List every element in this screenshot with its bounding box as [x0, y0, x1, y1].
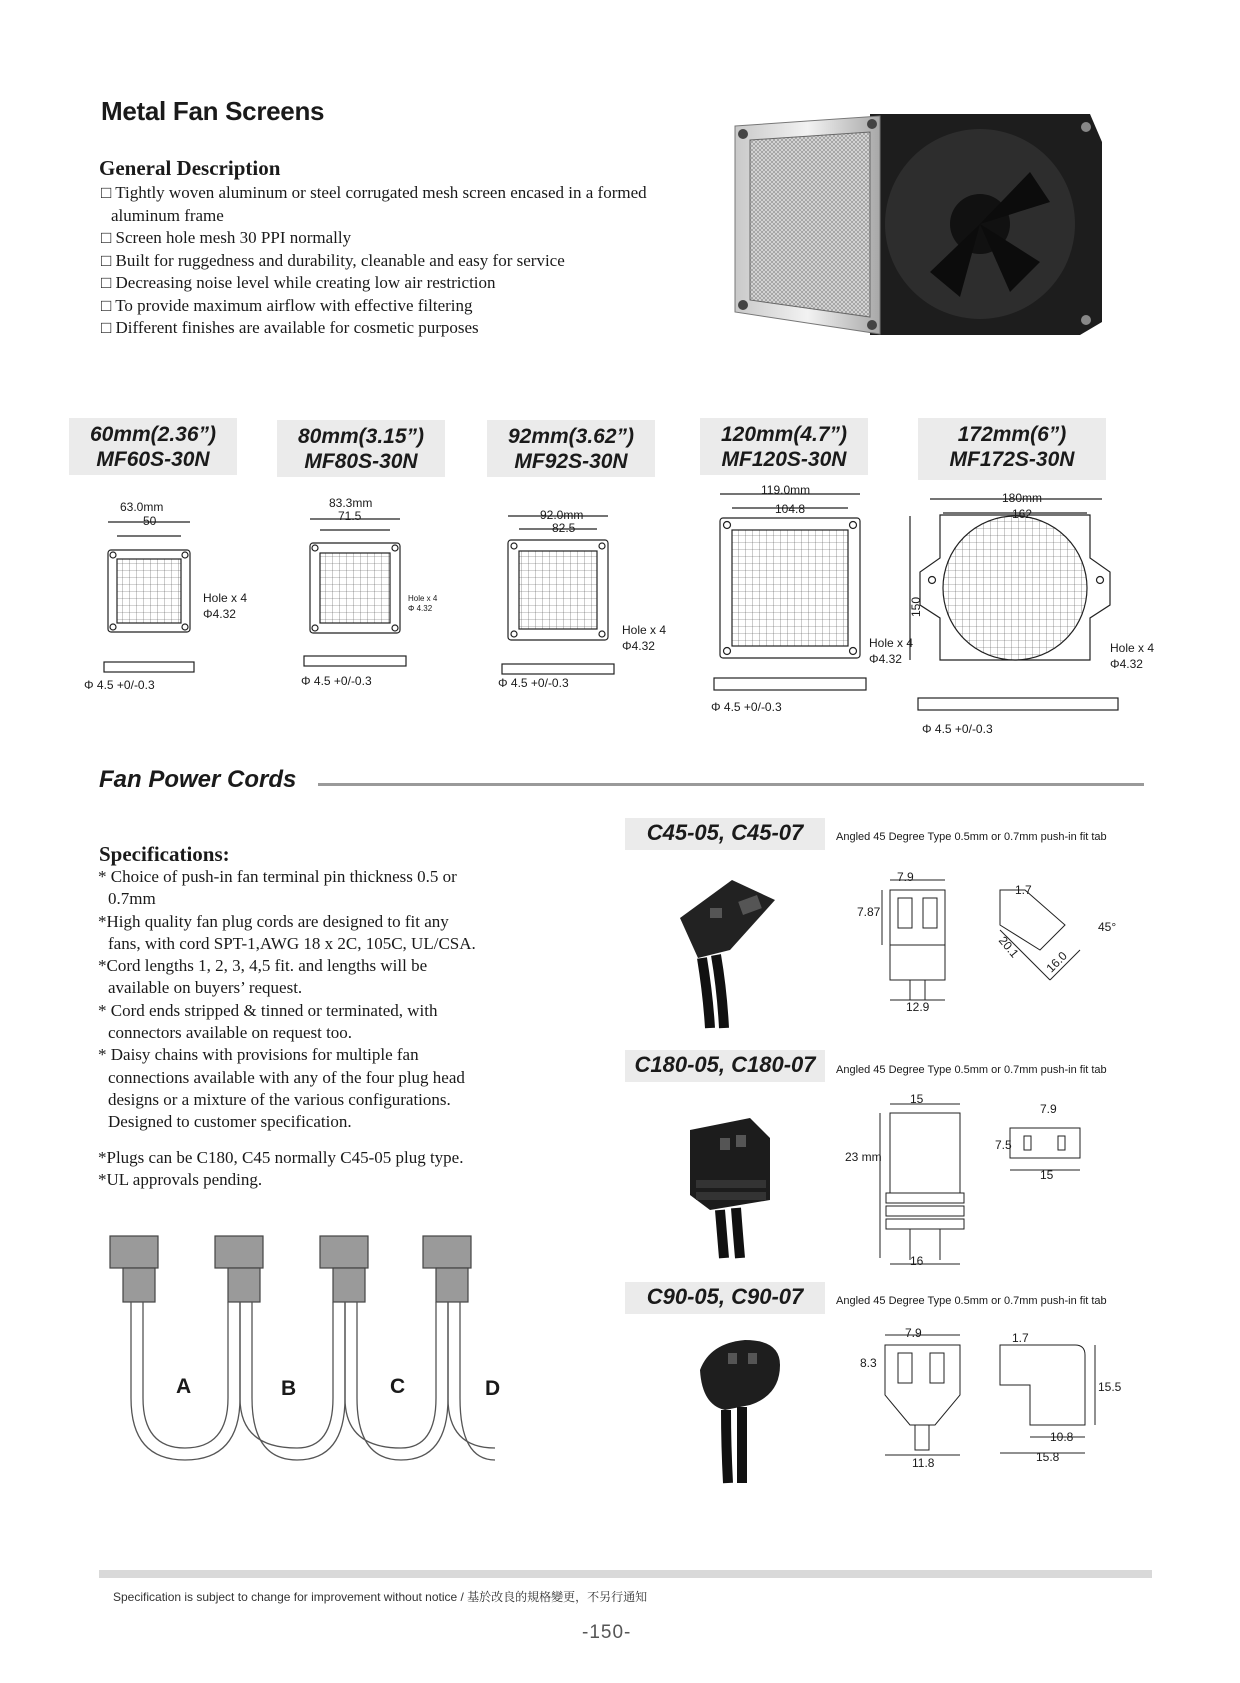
fan-screen-photo — [730, 112, 1110, 337]
list-item: designs or a mixture of the various configurations. — [108, 1089, 451, 1109]
dim-label: 7.9 — [905, 1326, 922, 1340]
dim-hole: Hole x 4 — [1110, 641, 1155, 655]
screen-size: 80mm(3.15”) — [297, 425, 425, 448]
dim-label: 1.7 — [1015, 883, 1032, 897]
screen-model: MF80S-30N — [304, 450, 418, 473]
dim-hole: Hole x 4 — [622, 623, 667, 637]
specifications-list — [98, 866, 518, 1191]
dim-inner: 162 — [1012, 507, 1033, 521]
c90-plug-photo — [690, 1335, 790, 1485]
dim-label: 8.3 — [860, 1356, 877, 1370]
page-number: -150- — [582, 1622, 632, 1643]
dim-label: 7.9 — [897, 870, 914, 884]
screen-model: MF60S-30N — [96, 448, 210, 471]
list-item: □ To provide maximum airflow with effective filtering — [101, 295, 473, 315]
dim-inner: 71.5 — [338, 509, 362, 523]
screen-label-80 — [277, 420, 445, 477]
dim-label: 11.8 — [912, 1456, 935, 1470]
dim-outer: 83.3mm — [329, 496, 373, 510]
dim-inner: 82.5 — [552, 521, 576, 535]
list-item: connectors available on request too. — [108, 1023, 353, 1043]
list-item: available on buyers’ request. — [108, 978, 303, 998]
section-title-power-cords: Fan Power Cords — [99, 766, 297, 793]
plug-description: Angled 45 Degree Type 0.5mm or 0.7mm push-in fit tab — [836, 1064, 1107, 1076]
screen-model: MF92S-30N — [514, 450, 628, 473]
dim-label: 15 — [910, 1092, 924, 1106]
dim-label: 45° — [1098, 920, 1117, 934]
screen-label-92 — [487, 420, 655, 477]
section-divider — [318, 783, 1144, 786]
footer-divider — [99, 1570, 1152, 1578]
dim-inner: 50 — [143, 514, 157, 528]
list-item: * Choice of push-in fan terminal pin thickness 0.5 or — [98, 867, 457, 886]
specifications-heading: Specifications: — [99, 842, 230, 866]
list-item: connections available with any of the four plug head — [108, 1067, 465, 1087]
plug-label-c45: C45-05, C45-07 — [625, 818, 825, 850]
list-item: * Cord ends stripped & tinned or terminated, with — [98, 1000, 438, 1020]
dim-height: 150 — [909, 596, 924, 618]
list-item: aluminum frame — [111, 205, 224, 225]
list-item: * Daisy chains with provisions for multiple fan — [98, 1045, 419, 1065]
dim-hole-diameter: Φ4.32 — [622, 639, 655, 653]
dim-label: 15.8 — [1036, 1450, 1060, 1464]
screen-model: MF172S-30N — [949, 448, 1075, 471]
page-title: Metal Fan Screens — [101, 96, 325, 126]
dim-label: 16.0 — [1043, 948, 1070, 976]
screen-size: 92mm(3.62”) — [507, 425, 635, 448]
dim-hole-diameter: Φ4.32 — [1110, 657, 1143, 671]
dim-label: 23 mm — [845, 1150, 882, 1164]
dim-label: 7.5 — [995, 1138, 1012, 1152]
dim-label: 15.5 — [1098, 1380, 1122, 1394]
dim-label: 20.1 — [995, 933, 1022, 961]
plug-description: Angled 45 Degree Type 0.5mm or 0.7mm push-in fit tab — [836, 831, 1107, 843]
dim-label: 16 — [910, 1254, 924, 1268]
dim-label: 12.9 — [906, 1000, 930, 1014]
c180-plug-drawing — [850, 1098, 1130, 1268]
list-item: fans, with cord SPT-1,AWG 18 x 2C, 105C, UL/CSA. — [108, 933, 476, 953]
list-item: *Cord lengths 1, 2, 3, 4,5 fit. and lengths will be — [98, 956, 428, 976]
list-item: □ Decreasing noise level while creating low air restriction — [101, 273, 496, 292]
list-item: *High quality fan plug cords are designed to fit any — [98, 911, 449, 931]
plug-description: Angled 45 Degree Type 0.5mm or 0.7mm push-in fit tab — [836, 1295, 1107, 1307]
screen-label-120 — [700, 418, 868, 475]
dim-label: 10.8 — [1050, 1430, 1074, 1444]
list-item: □ Tightly woven aluminum or steel corrugated mesh screen encased in a formed — [101, 183, 647, 202]
screen-size: 60mm(2.36”) — [89, 423, 217, 446]
plug-label-c90: C90-05, C90-07 — [625, 1282, 825, 1314]
screen-size: 172mm(6”) — [957, 423, 1067, 446]
footer-notice: Specification is subject to change for improvement without notice / 基於改良的規格變更，不另行通知 — [113, 1590, 648, 1604]
c180-plug-photo — [680, 1110, 790, 1260]
dim-hole-diameter: Φ4.32 — [869, 652, 902, 666]
dim-thickness: Φ 4.5 +0/-0.3 — [301, 674, 372, 688]
general-description-heading: General Description — [99, 156, 281, 180]
c90-plug-drawing — [850, 1325, 1130, 1475]
dim-hole: Hole x 4 — [869, 636, 914, 650]
list-item: *UL approvals pending. — [98, 1169, 263, 1189]
dim-outer: 92.0mm — [540, 508, 584, 522]
dim-hole: Hole x 4 — [408, 594, 438, 603]
screen-model: MF120S-30N — [721, 448, 847, 471]
daisy-chain-diagram — [105, 1228, 585, 1488]
chain-label: A — [176, 1375, 192, 1398]
screen-size: 120mm(4.7”) — [720, 423, 848, 446]
list-item: □ Built for ruggedness and durability, cleanable and easy for service — [101, 250, 565, 270]
dim-inner: 104.8 — [775, 502, 806, 516]
list-item: Designed to customer specification. — [108, 1112, 352, 1132]
dim-thickness: Φ 4.5 +0/-0.3 — [922, 722, 993, 736]
dim-thickness: Φ 4.5 +0/-0.3 — [84, 678, 155, 692]
plug-label-c180: C180-05, C180-07 — [625, 1050, 825, 1082]
dim-outer: 63.0mm — [120, 500, 164, 514]
general-description-list — [101, 182, 721, 340]
dim-outer: 119.0mm — [761, 483, 811, 497]
dim-outer: 180mm — [1002, 491, 1043, 505]
dim-label: 7.9 — [1040, 1102, 1057, 1116]
chain-label: C — [390, 1375, 406, 1398]
dim-hole-diameter: Φ 4.32 — [408, 604, 433, 613]
dim-label: 15 — [1040, 1168, 1054, 1182]
screen-label-172 — [918, 418, 1106, 480]
list-item: *Plugs can be C180, C45 normally C45-05 plug type. — [98, 1147, 464, 1167]
dim-label: 7.87 — [857, 905, 881, 919]
screen-label-60 — [69, 418, 237, 475]
dim-thickness: Φ 4.5 +0/-0.3 — [711, 700, 782, 714]
dim-label: 1.7 — [1012, 1331, 1029, 1345]
list-item: 0.7mm — [108, 889, 156, 909]
chain-label: B — [281, 1377, 297, 1400]
dim-thickness: Φ 4.5 +0/-0.3 — [498, 676, 569, 690]
c45-plug-photo — [670, 870, 790, 1030]
dim-hole: Hole x 4 — [203, 591, 248, 605]
chain-label: D — [485, 1377, 501, 1400]
dim-hole-diameter: Φ4.32 — [203, 607, 236, 621]
c45-plug-drawing — [850, 870, 1140, 1020]
list-item: □ Different finishes are available for cosmetic purposes — [101, 318, 479, 337]
list-item: □ Screen hole mesh 30 PPI normally — [101, 228, 352, 247]
